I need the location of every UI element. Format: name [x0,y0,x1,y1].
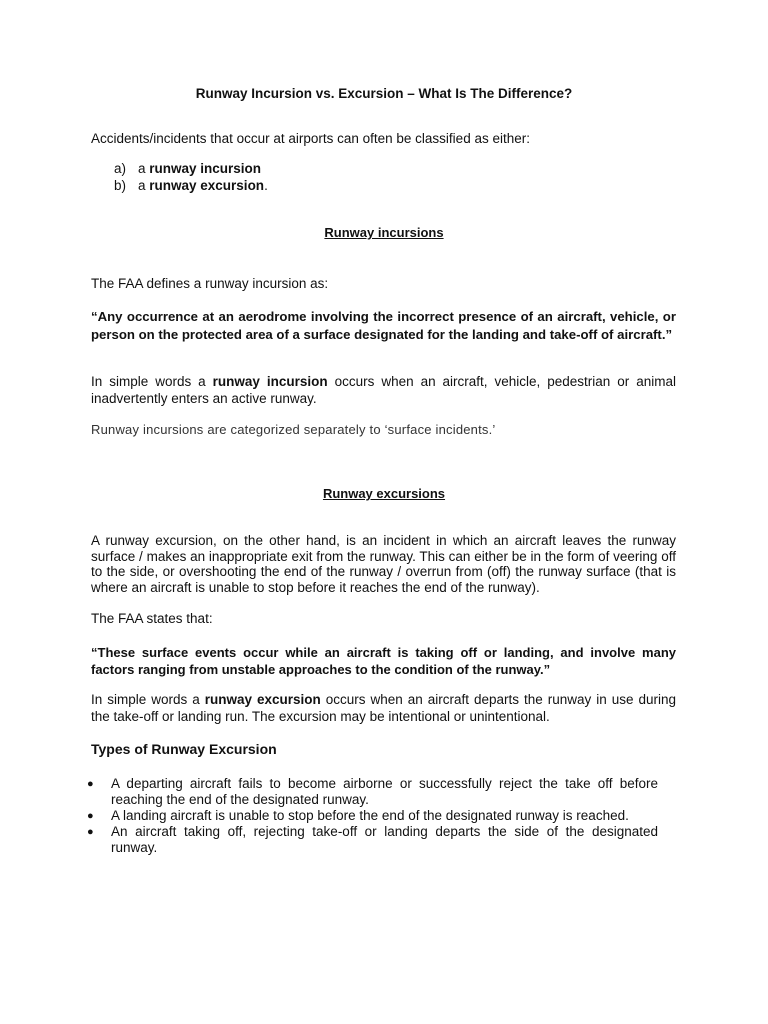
incursion-simple-term: runway incursion [212,374,328,389]
excursion-simple-explanation [91,691,676,725]
list-item-text: A landing aircraft is unable to stop before the end of the designated runway is reached. [111,808,629,823]
incursion-note: Runway incursions are categorized separately to ‘surface incidents.’ [91,422,496,437]
list-term: runway incursion [149,161,262,176]
intro-paragraph: Accidents/incidents that occur at airports can often be classified as either: [91,131,530,146]
excursion-simple-suffix: occurs when an aircraft departs the runway in use during the take-off or landing run. The excursion may be intentional or unintentional. [91,692,676,724]
classification-list [114,160,514,194]
incursion-simple-explanation [91,373,676,407]
list-suffix: . [264,178,268,193]
list-item [86,776,658,808]
section-heading-incursions: Runway incursions [324,225,444,240]
bullet-icon: ● [87,810,94,822]
section-heading-excursions: Runway excursions [322,486,446,501]
bullet-icon: ● [87,826,94,838]
document-title: Runway Incursion vs. Excursion – What Is The Difference? [195,86,573,101]
incursion-faa-intro: The FAA defines a runway incursion as: [91,276,329,291]
list-term: runway excursion [149,178,265,193]
excursion-faa-quote: “These surface events occur while an aircraft is taking off or landing, and involve many factors ranging from unstable approaches to the condition of the runway.” [91,645,676,677]
list-item [86,808,658,824]
list-item [114,177,514,194]
bullet-icon: ● [87,778,94,790]
incursion-simple-prefix: In simple words a [91,374,213,389]
excursion-faa-intro: The FAA states that: [91,611,213,626]
list-item [86,824,658,856]
excursion-description: A runway excursion, on the other hand, is an incident in which an aircraft leaves the runway surface / makes an inappropriate exit from the runway. This can either be in the form of veering off to the side, or overshooting the end of the runway / overrun from (off) the runway surface (that is where an aircraft is unable to stop before it reaches the end of the runway). [91,533,676,595]
incursion-definition-quote: “Any occurrence at an aerodrome involving the incorrect presence of an aircraft, vehicle, or person on the protected area of a surface designated for the landing and take-off of aircraft.” [91,309,676,342]
list-item-text: An aircraft taking off, rejecting take-off or landing departs the side of the designated runway. [111,824,658,855]
excursion-simple-term: runway excursion [204,692,321,707]
excursion-types-list [86,776,658,856]
list-item-text: A departing aircraft fails to become airborne or successfully reject the take off before reaching the end of the designated runway. [111,776,658,807]
list-marker: b) [114,178,127,193]
list-item [114,160,514,177]
excursion-simple-prefix: In simple words a [91,692,205,707]
list-prefix: a [138,178,150,193]
types-heading: Types of Runway Excursion [91,741,277,757]
incursion-simple-suffix: occurs when an aircraft, vehicle, pedestrian or animal inadvertently enters an active runway. [91,374,676,406]
list-marker: a) [114,161,127,176]
list-prefix: a [138,161,150,176]
